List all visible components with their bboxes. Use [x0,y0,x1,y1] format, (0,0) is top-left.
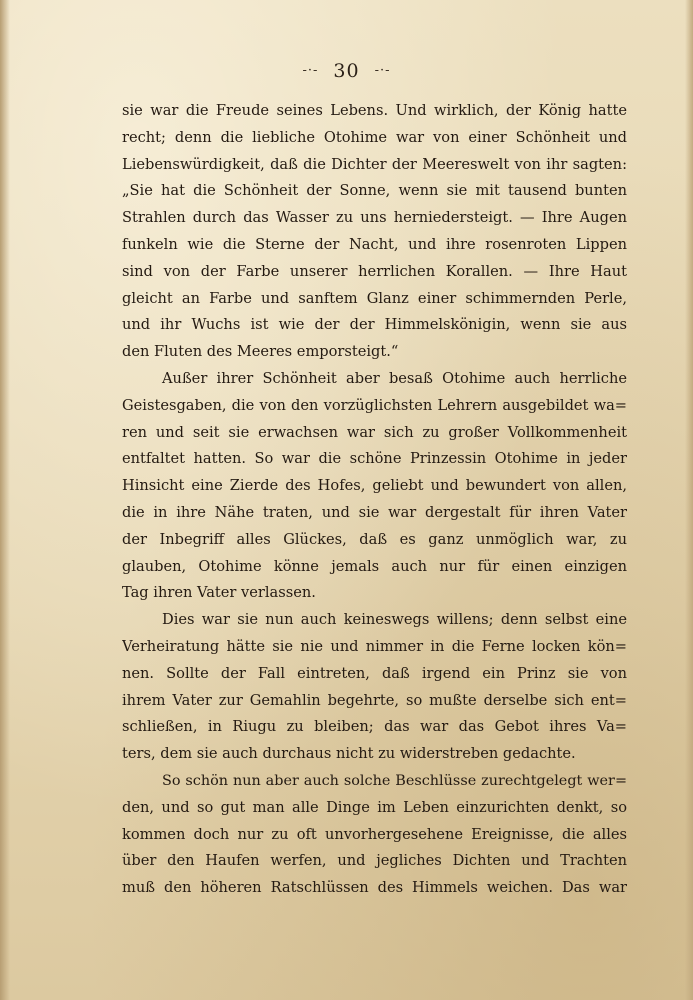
text-line: Strahlen durch das Wasser zu uns herniedersteigt. — Ihre Augen [122,209,627,227]
text-line: die in ihre Nähe traten, und sie war dergestalt für ihren Vater [122,503,627,521]
paragraph-first-line: Dies war sie nun auch keineswegs willens; denn selbst eine [162,611,627,629]
text-line: Tag ihren Vater verlassen. [122,584,316,602]
page-number-header [0,60,693,82]
text-line: der Inbegriff alles Glückes, daß es ganz unmöglich war, zu [122,530,627,548]
text-line: Liebenswürdigkeit, daß die Dichter der Meereswelt von ihr sagten: [122,155,627,173]
text-line: ren und seit sie erwachsen war sich zu großer Vollkommenheit [122,423,627,441]
text-line: muß den höheren Ratschlüssen des Himmels weichen. Das war [122,879,627,897]
text-line: ters, dem sie auch durchaus nicht zu widerstreben gedachte. [122,745,576,763]
text-line: „Sie hat die Schönheit der Sonne, wenn sie mit tausend bunten [122,182,627,200]
text-line: gleicht an Farbe und sanftem Glanz einer schimmernden Perle, [122,289,627,307]
text-line: Geistesgaben, die von den vorzüglichsten Lehrern ausgebildet wa= [122,396,627,414]
text-line: und ihr Wuchs ist wie der der Himmelskönigin, wenn sie aus [122,316,627,334]
text-line: über den Haufen werfen, und jegliches Dichten und Trachten [122,852,627,870]
page-edge-shadow-right [685,0,693,1000]
page-edge-shadow-left [0,0,10,1000]
text-line: den, und so gut man alle Dinge im Leben einzurichten denkt, so [122,798,627,816]
page-number: 30 [333,60,360,82]
text-line: Verheiratung hätte sie nie und nimmer in die Ferne locken kön= [122,637,627,655]
paragraph-first-line: Außer ihrer Schönheit aber besaß Otohime auch herrliche [162,369,627,387]
paragraph-first-line: So schön nun aber auch solche Beschlüsse zurechtgelegt wer= [162,772,627,789]
header-ornament-left: -·- [302,63,319,78]
text-line: sie war die Freude seines Lebens. Und wirklich, der König hatte [122,102,627,119]
header-ornament-right: -·- [374,63,391,78]
text-line: sind von der Farbe unserer herrlichen Korallen. — Ihre Haut [122,262,627,280]
text-line: glauben, Otohime könne jemals auch nur für einen einzigen [122,557,627,575]
text-line: ihrem Vater zur Gemahlin begehrte, so mußte derselbe sich ent= [122,691,627,709]
text-line: entfaltet hatten. So war die schöne Prinzessin Otohime in jeder [122,450,627,468]
text-line: schließen, in Riugu zu bleiben; das war das Gebot ihres Va= [122,718,627,736]
body-text [122,98,627,902]
text-line: kommen doch nur zu oft unvorhergesehene Ereignisse, die alles [122,825,627,843]
text-line: recht; denn die liebliche Otohime war von einer Schönheit und [122,128,627,146]
text-line: Hinsicht eine Zierde des Hofes, geliebt und bewundert von allen, [122,477,627,495]
text-line: nen. Sollte der Fall eintreten, daß irgend ein Prinz sie von [122,664,627,682]
text-line: funkeln wie die Sterne der Nacht, und ihre rosenroten Lippen [122,235,627,253]
text-line: den Fluten des Meeres emporsteigt.“ [122,343,399,361]
